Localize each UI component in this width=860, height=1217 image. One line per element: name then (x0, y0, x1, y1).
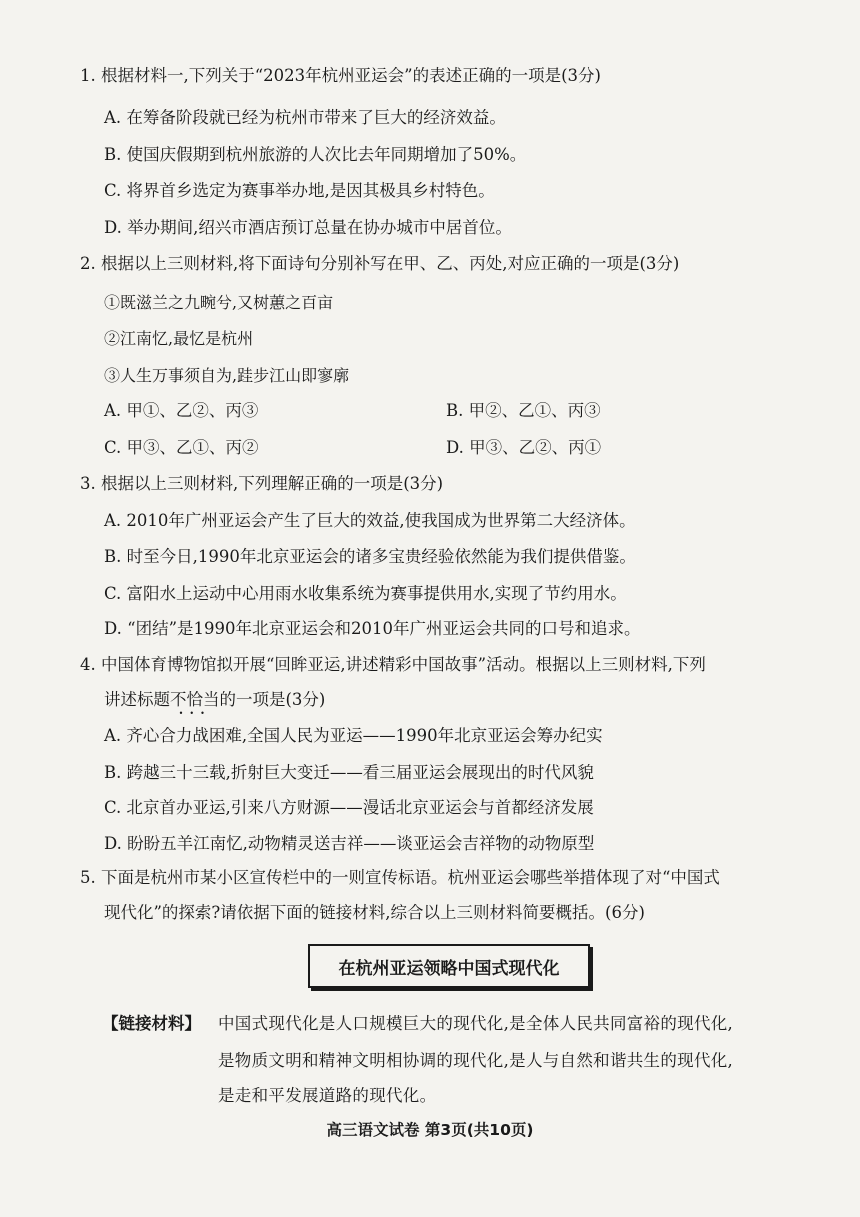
question-4-stem-after: 的一项是(3分) (219, 690, 326, 709)
question-3-option-b: B. 时至今日,1990年北京亚运会的诸多宝贵经验依然能为我们提供借鉴。 (104, 547, 636, 566)
poem-line-3: ③人生万事须自为,跬步江山即寥廓 (104, 366, 350, 385)
link-material-line-1: 中国式现代化是人口规模巨大的现代化,是全体人民共同富裕的现代化, (218, 1014, 734, 1033)
question-1-option-c: C. 将界首乡选定为赛事举办地,是因其极具乡村特色。 (104, 181, 495, 200)
question-1-stem: 1. 根据材料一,下列关于“2023年杭州亚运会”的表述正确的一项是(3分) (80, 66, 601, 85)
question-1-option-d: D. 举办期间,绍兴市酒店预订总量在协办城市中居首位。 (104, 218, 512, 237)
emphasis-dots: ••• (178, 709, 211, 718)
question-4-option-a: A. 齐心合力战困难,全国人民为亚运——1990年北京亚运会筹办纪实 (104, 726, 603, 745)
question-3-stem: 3. 根据以上三则材料,下列理解正确的一项是(3分) (80, 474, 444, 493)
page-footer: 高三语文试卷 第3页(共10页) (326, 1121, 534, 1139)
question-4-option-b: B. 跨越三十三载,折射巨大变迁——看三届亚运会展现出的时代风貌 (104, 763, 594, 782)
question-4-option-d: D. 盼盼五羊江南忆,动物精灵送吉祥——谈亚运会吉祥物的动物原型 (104, 834, 595, 853)
link-material-label: 【链接材料】 (102, 1014, 201, 1033)
question-3-option-c: C. 富阳水上运动中心用雨水收集系统为赛事提供用水,实现了节约用水。 (104, 584, 627, 603)
question-2-stem: 2. 根据以上三则材料,将下面诗句分别补写在甲、乙、丙处,对应正确的一项是(3分) (80, 254, 680, 273)
question-2-option-a: A. 甲①、乙②、丙③ (104, 401, 259, 420)
question-1-option-a: A. 在筹备阶段就已经为杭州市带来了巨大的经济效益。 (104, 108, 506, 127)
question-3-option-d: D. “团结”是1990年北京亚运会和2010年广州亚运会共同的口号和追求。 (104, 619, 641, 638)
emphasized-text (170, 688, 220, 718)
question-2-option-c: C. 甲③、乙①、丙② (104, 438, 259, 457)
question-4-stem: 4. 中国体育博物馆拟开展“回眸亚运,讲述精彩中国故事”活动。根据以上三则材料,下列 (80, 655, 706, 674)
slogan-box: 在杭州亚运领略中国式现代化 (308, 944, 590, 988)
question-2-option-b: B. 甲②、乙①、丙③ (446, 401, 601, 420)
poem-line-2: ②江南忆,最忆是杭州 (104, 329, 254, 348)
question-5-stem-continued: 现代化”的探索?请依据下面的链接材料,综合以上三则材料简要概括。(6分) (104, 903, 645, 922)
question-1-option-b: B. 使国庆假期到杭州旅游的人次比去年同期增加了50%。 (104, 145, 527, 164)
question-2-option-d: D. 甲③、乙②、丙① (446, 438, 602, 457)
question-3-option-a: A. 2010年广州亚运会产生了巨大的效益,使我国成为世界第二大经济体。 (104, 511, 636, 530)
poem-line-1: ①既滋兰之九畹兮,又树蕙之百亩 (104, 293, 334, 312)
emphasized-word: 不恰当 (170, 690, 220, 709)
link-material-line-3: 是走和平发展道路的现代化。 (218, 1086, 437, 1105)
question-4-option-c: C. 北京首办亚运,引来八方财源——漫话北京亚运会与首都经济发展 (104, 798, 594, 817)
question-4-stem-continued (104, 688, 326, 718)
question-5-stem: 5. 下面是杭州市某小区宣传栏中的一则宣传标语。杭州亚运会哪些举措体现了对“中国式 (80, 868, 720, 887)
link-material-line-2: 是物质文明和精神文明相协调的现代化,是人与自然和谐共生的现代化, (218, 1051, 734, 1070)
question-4-stem-before: 讲述标题 (104, 690, 170, 709)
